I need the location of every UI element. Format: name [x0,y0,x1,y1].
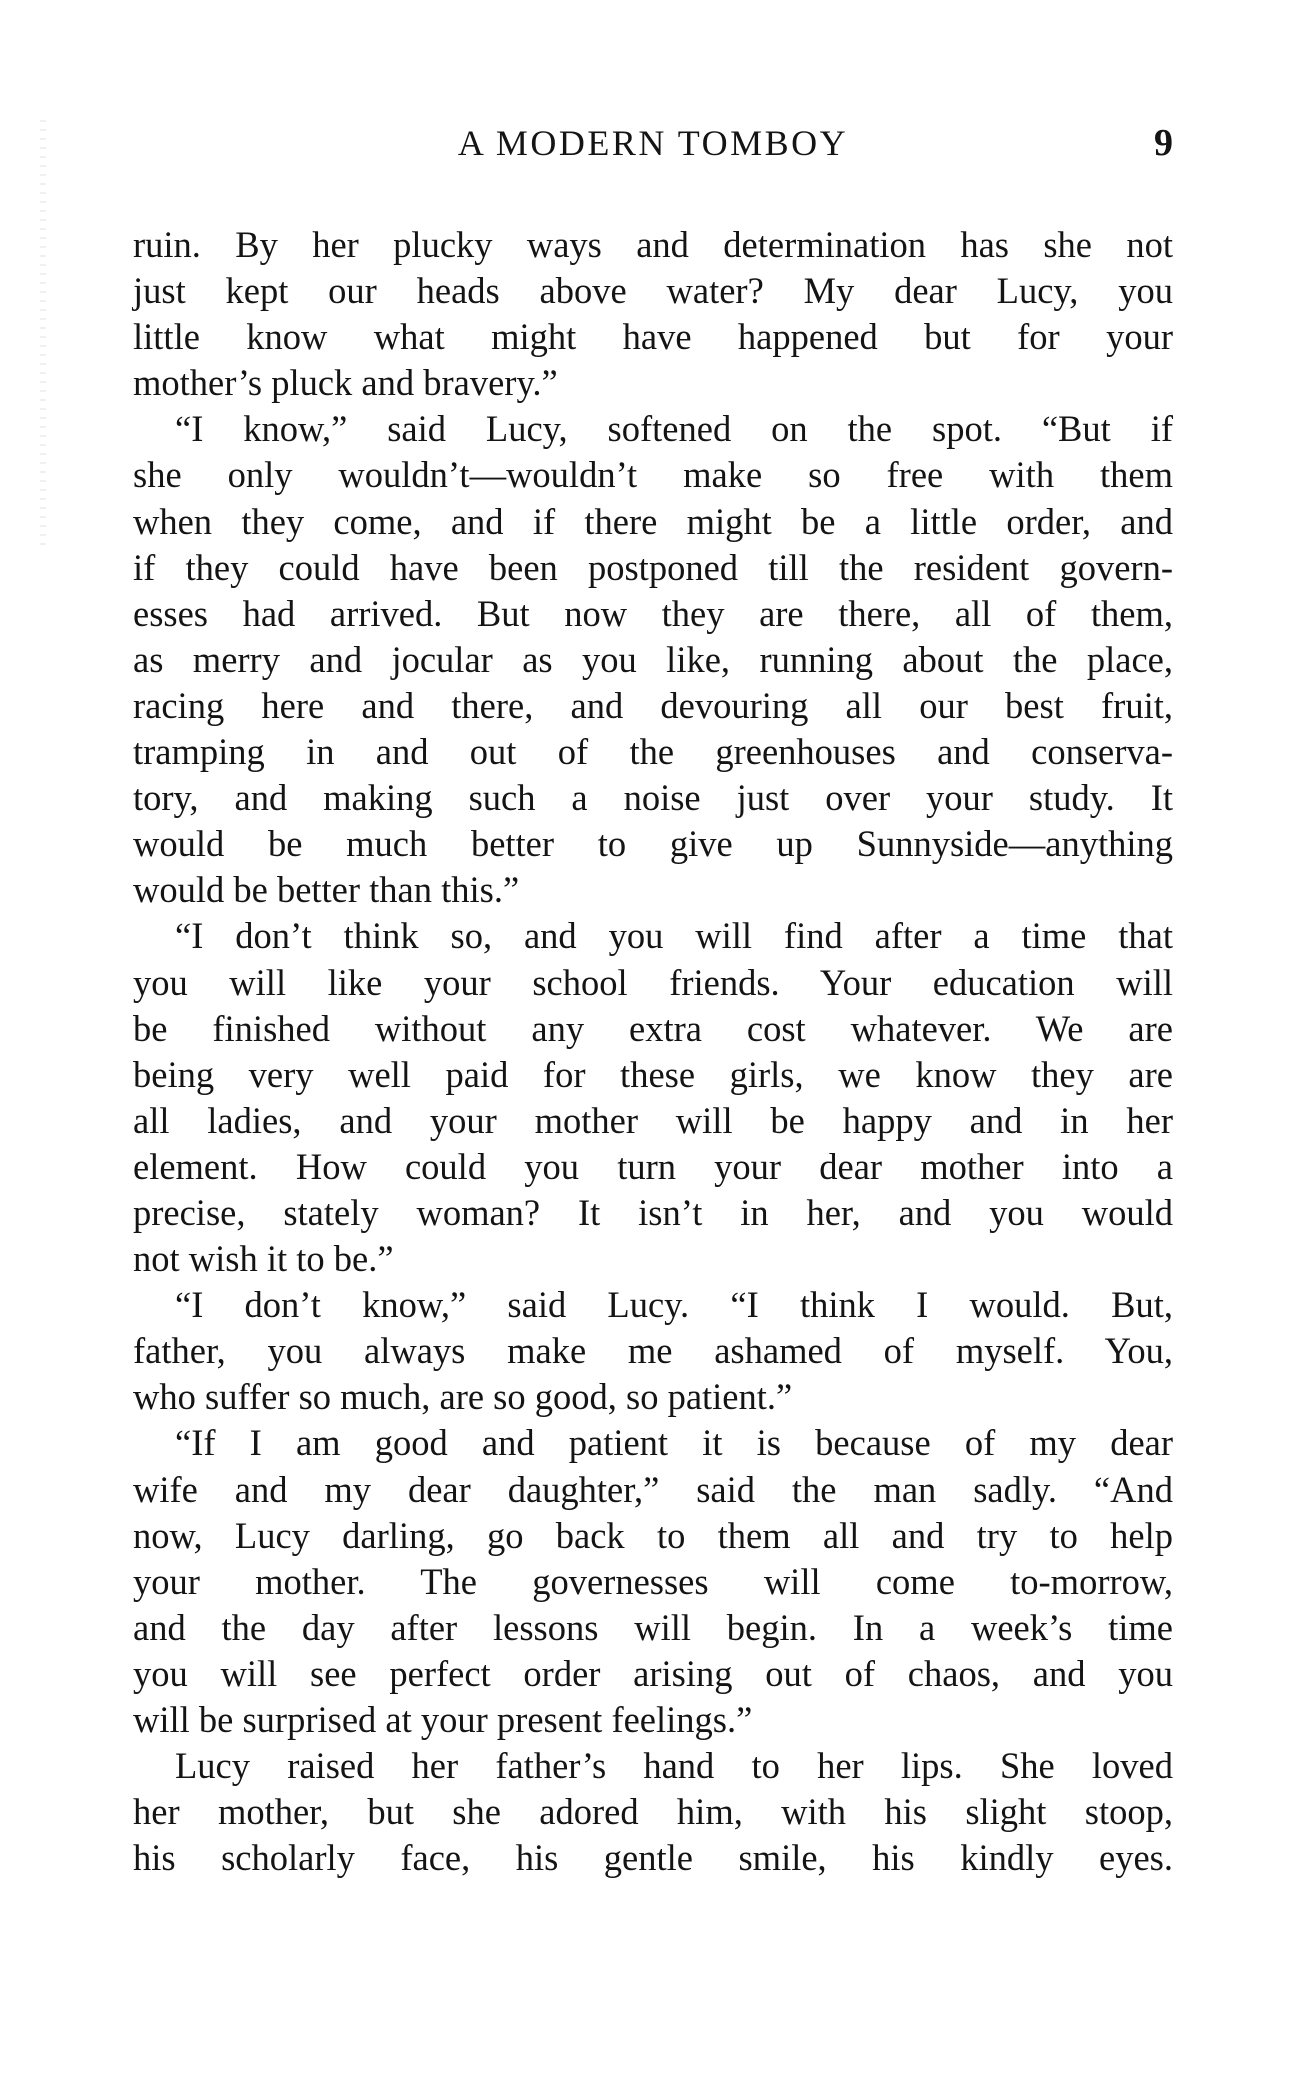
text-line: ruin. By her plucky ways and determination has she not [133,224,1173,265]
text-line: “I know,” said Lucy, softened on the spot. “But if [175,408,1173,450]
gutter-specks [40,120,46,550]
text-line: would be much better to give up Sunnyside—anything [133,823,1173,865]
text-line: your mother. The governesses will come to-morrow, [133,1560,1173,1602]
text-line: if they could have been postponed till the resident govern- [133,546,1173,588]
text-line: all ladies, and your mother will be happy and in her [133,1099,1173,1141]
text-line: tory, and making such a noise just over your study. It [133,777,1173,819]
text-line: be finished without any extra cost whatever. We are [133,1007,1173,1049]
text-line: esses had arrived. But now they are there, all of them, [133,592,1173,634]
text-line: wife and my dear daughter,” said the man sadly. “And [133,1468,1173,1510]
text-line: Lucy raised her father’s hand to her lips. She loved [175,1745,1173,1787]
text-line: and the day after lessons will begin. In a week’s time [133,1606,1173,1648]
running-head [133,118,1173,168]
text-line: now, Lucy darling, go back to them all and try to help [133,1514,1173,1556]
text-line: who suffer so much, are so good, so patient.” [133,1376,793,1418]
text-line: “I don’t think so, and you will find after a time that [175,915,1173,957]
text-line: father, you always make me ashamed of myself. You, [133,1330,1173,1372]
text-line: when they come, and if there might be a little order, and [133,500,1173,542]
text-line: his scholarly face, his gentle smile, his kindly eyes. [133,1837,1173,1879]
text-line: element. How could you turn your dear mother into a [133,1145,1173,1187]
text-line: her mother, but she adored him, with his slight stoop, [133,1791,1173,1833]
text-line: you will see perfect order arising out of chaos, and you [133,1652,1173,1694]
text-line: being very well paid for these girls, we know they are [133,1053,1173,1095]
text-line: not wish it to be.” [133,1238,394,1280]
text-line: as merry and jocular as you like, running about the place, [133,638,1173,680]
text-line: just kept our heads above water? My dear Lucy, you [133,270,1173,312]
body-text [133,222,1173,1881]
text-line: will be surprised at your present feelings.” [133,1699,753,1740]
text-line: precise, stately woman? It isn’t in her, and you would [133,1191,1173,1233]
text-line: would be better than this.” [133,869,520,911]
text-line: little know what might have happened but for your [133,316,1173,358]
text-line: she only wouldn’t—wouldn’t make so free with them [133,454,1173,496]
text-line: mother’s pluck and bravery.” [133,362,558,404]
page-number: 9 [1154,122,1173,164]
text-line: racing here and there, and devouring all our best fruit, [133,684,1173,726]
text-line: “I don’t know,” said Lucy. “I think I would. But, [175,1284,1173,1326]
text-line: tramping in and out of the greenhouses and conserva- [133,731,1173,773]
running-title: A MODERN TOMBOY [457,123,849,163]
text-line: you will like your school friends. Your education will [133,961,1173,1003]
text-line: “If I am good and patient it is because of my dear [175,1422,1173,1464]
